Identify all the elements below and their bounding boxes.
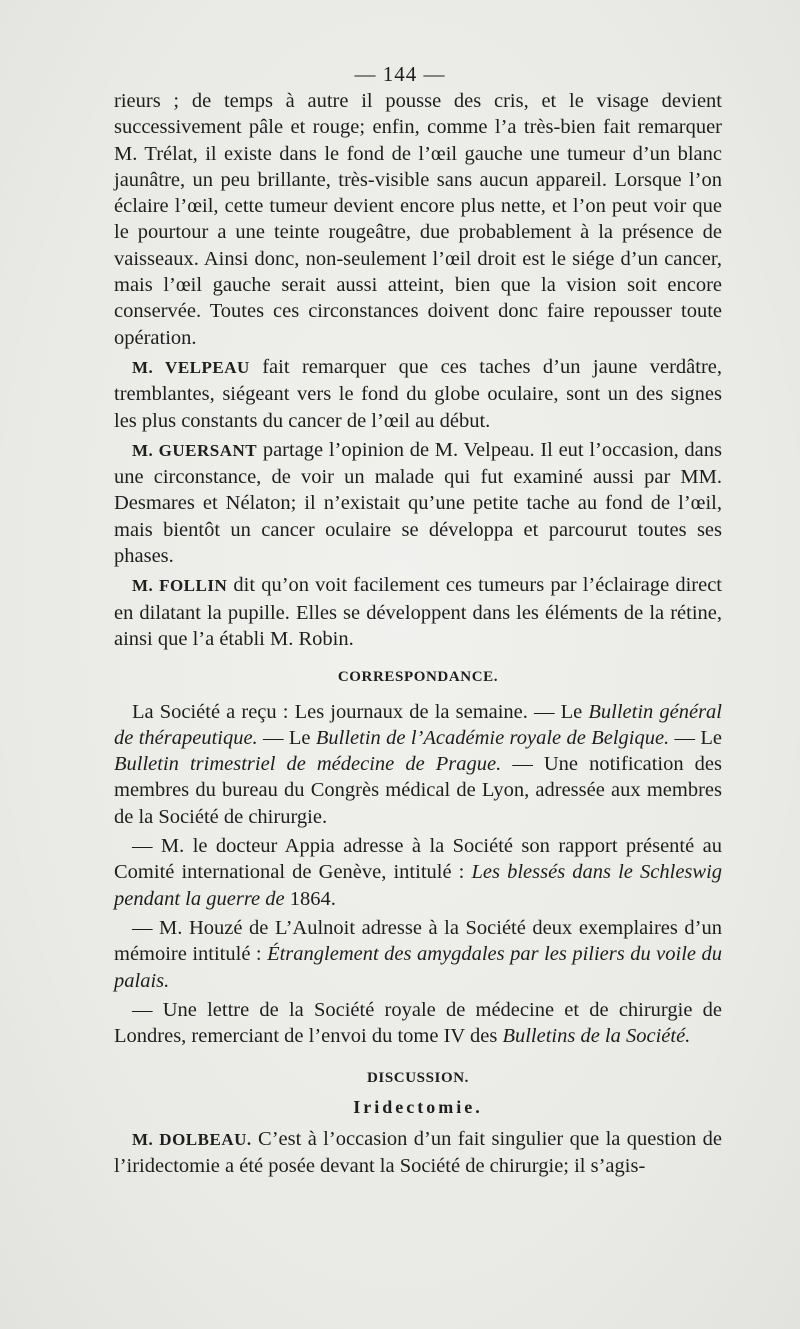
velpeau-text: fait remarquer que ces taches d’un jaune verdâtre, tremblantes, siégeant vers le fond du globe oculaire, sont un des signes les plus constants du cancer de l’œil au début. [114,355,722,432]
speaker-velpeau: M. VELPEAU [132,357,250,377]
corr-title: Étranglement des amygdales par les piliers du voile du palais. [114,943,722,992]
paragraph-trelat: rieurs ; de temps à autre il pousse des cris, et le visage devient successivement pâle et rouge; enfin, comme l’a très-bien fait remarquer M. Trélat, il existe dans le fond de l’œil gauche une tumeur d’un blanc jaunâtre, un peu brillante, très-visible sans aucun appareil. Lorsque l’on éclaire l’œil, cette tumeur devient encore plus nette, et l’on peut voir que le pourtour a une teinte rougeâtre, due probablement à la présence de vaisseaux. Ainsi donc, non-seulement l’œil droit est le siége d’un cancer, mais l’œil gauche serait aussi atteint, bien que la vision soit encore conservée. Toutes ces circonstances doivent donc faire repousser toute opération. [114,90,722,349]
paragraph-dolbeau [114,1126,722,1180]
speaker-dolbeau: M. DOLBEAU. [132,1129,252,1149]
corr-title: Les blessés dans le Schleswig pendant la guerre de [114,861,723,910]
heading-discussion: DISCUSSION. [366,1070,470,1087]
guersant-text: partage l’opinion de M. Velpeau. Il eut l’occasion, dans une circonstance, de voir un malade qui fut examiné aussi par MM. Desmares et Nélaton; il n’existait qu’une petite tache au fond de l’œil, mais bientôt un cancer oculaire se développa et parcourut toutes ses phases. [114,438,723,568]
paragraph-guersant [114,437,722,569]
heading-correspondance: CORRESPONDANCE. [337,669,499,686]
speaker-follin: M. FOLLIN [132,576,228,596]
corr-title: Bulletins de la Société. [502,1025,691,1048]
correspondance-item-appia [114,833,722,912]
body-text [114,88,722,1183]
corr-text: — Le [674,726,723,749]
dolbeau-text: C’est à l’occasion d’un fait singulier que la question de l’iridectomie a été posée devant la Société de chirurgie; il s’agis- [114,1127,722,1178]
correspondance-item-houze [114,915,722,994]
corr-title: Bulletin de l’Académie royale de Belgique. [315,726,670,749]
corr-text: — Une lettre de la Société royale de médecine et de chirurgie de Londres, remerciant de l’envoi du tome IV des [114,998,722,1048]
corr-text: 1864. [289,887,336,910]
paragraph-velpeau [114,354,722,434]
corr-text: — M. le docteur Appia adresse à la Société son rapport présenté au Comité international de Genève, intitulé : [114,835,722,884]
corr-text: — Une notification des membres du bureau du Congrès médical de Lyon, adressée aux membres de la Société de chirurgie. [114,753,723,828]
speaker-guersant: M. GUERSANT [132,440,258,460]
paragraph-follin [114,572,722,652]
corr-text: — Le [263,726,311,749]
correspondance-item-journals [114,699,722,830]
corr-text: — M. Houzé de L’Aulnoit adresse à la Société deux exemplaires d’un mémoire intitulé : [114,916,722,966]
subheading-iridectomie: Iridectomie. [353,1096,483,1117]
follin-text: dit qu’on voit facilement ces tumeurs par l’éclairage direct en dilatant la pupille. Elles se développent dans les éléments de la rétine, ainsi que l’a établi M. Robin. [114,574,722,650]
correspondance-item-londres [114,997,722,1050]
page-number: — 144 — [354,62,446,86]
corr-text: La Société a reçu : Les journaux de la semaine. — Le [132,700,583,723]
corr-title: Bulletin général de thérapeutique. [114,700,722,749]
corr-title: Bulletin trimestriel de médecine de Prague. [114,753,502,776]
